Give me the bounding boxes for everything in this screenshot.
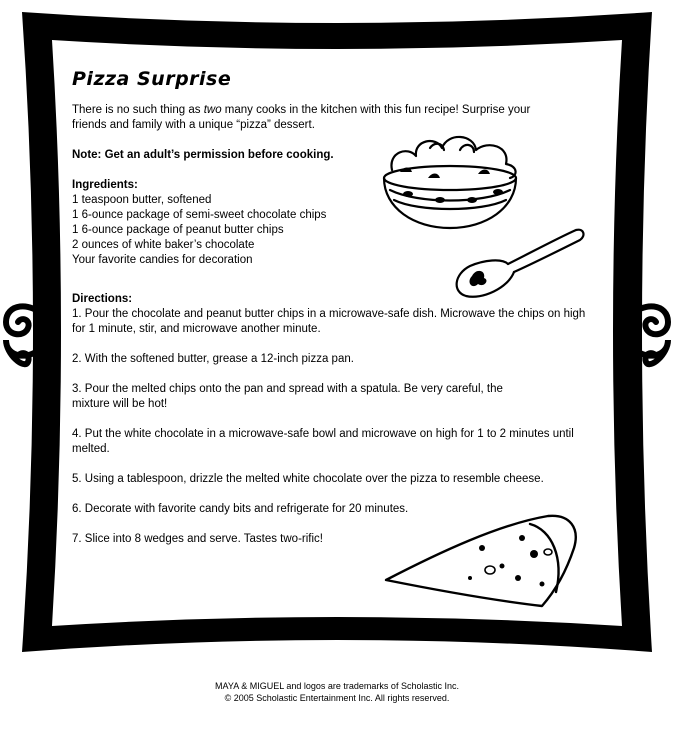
direction-step: 2. With the softened butter, grease a 12-inch pizza pan. <box>72 353 354 365</box>
direction-step: 4. Put the white chocolate in a microwave-safe bowl and microwave on high for 1 to 2 minutes until melted. <box>72 428 574 455</box>
direction-step: 3. Pour the melted chips onto the pan and spread with a spatula. Be very careful, the mixture will be hot! <box>72 383 503 410</box>
recipe-intro <box>72 103 562 133</box>
intro-emphasis: two <box>203 104 222 116</box>
direction-step: 7. Slice into 8 wedges and serve. Tastes two-rific! <box>72 533 323 545</box>
ingredients-section <box>72 178 592 268</box>
ingredient-item: Your favorite candies for decoration <box>72 254 253 266</box>
trademark-line: MAYA & MIGUEL and logos are trademarks of Scholastic Inc. <box>215 681 459 691</box>
recipe-title: Pizza Surprise <box>72 68 232 90</box>
directions-section <box>72 292 592 547</box>
ingredient-item: 1 6-ounce package of semi-sweet chocolate chips <box>72 209 327 221</box>
direction-step: 5. Using a tablespoon, drizzle the melted white chocolate over the pizza to resemble cheese. <box>72 473 544 485</box>
ingredient-item: 1 6-ounce package of peanut butter chips <box>72 224 284 236</box>
ingredient-item: 2 ounces of white baker’s chocolate <box>72 239 255 251</box>
copyright-line: © 2005 Scholastic Entertainment Inc. All rights reserved. <box>224 693 450 703</box>
recipe-card <box>72 68 592 562</box>
direction-step: 1. Pour the chocolate and peanut butter chips in a microwave-safe dish. Microwave the chips on high for 1 minute, stir, and microwave another minute. <box>72 308 586 335</box>
ingredients-heading: Ingredients: <box>72 179 138 191</box>
directions-heading: Directions: <box>72 293 133 305</box>
ingredient-item: 1 teaspoon butter, softened <box>72 194 212 206</box>
intro-text-start: There is no such thing as <box>72 104 204 116</box>
copyright-footer <box>0 680 674 704</box>
direction-step: 6. Decorate with favorite candy bits and refrigerate for 20 minutes. <box>72 503 409 515</box>
safety-note: Note: Get an adult’s permission before cooking. <box>72 149 334 161</box>
intro-text-end: many cooks in the kitchen with this fun recipe! Surprise your friends and family with a unique “pizza” dessert. <box>72 104 531 131</box>
